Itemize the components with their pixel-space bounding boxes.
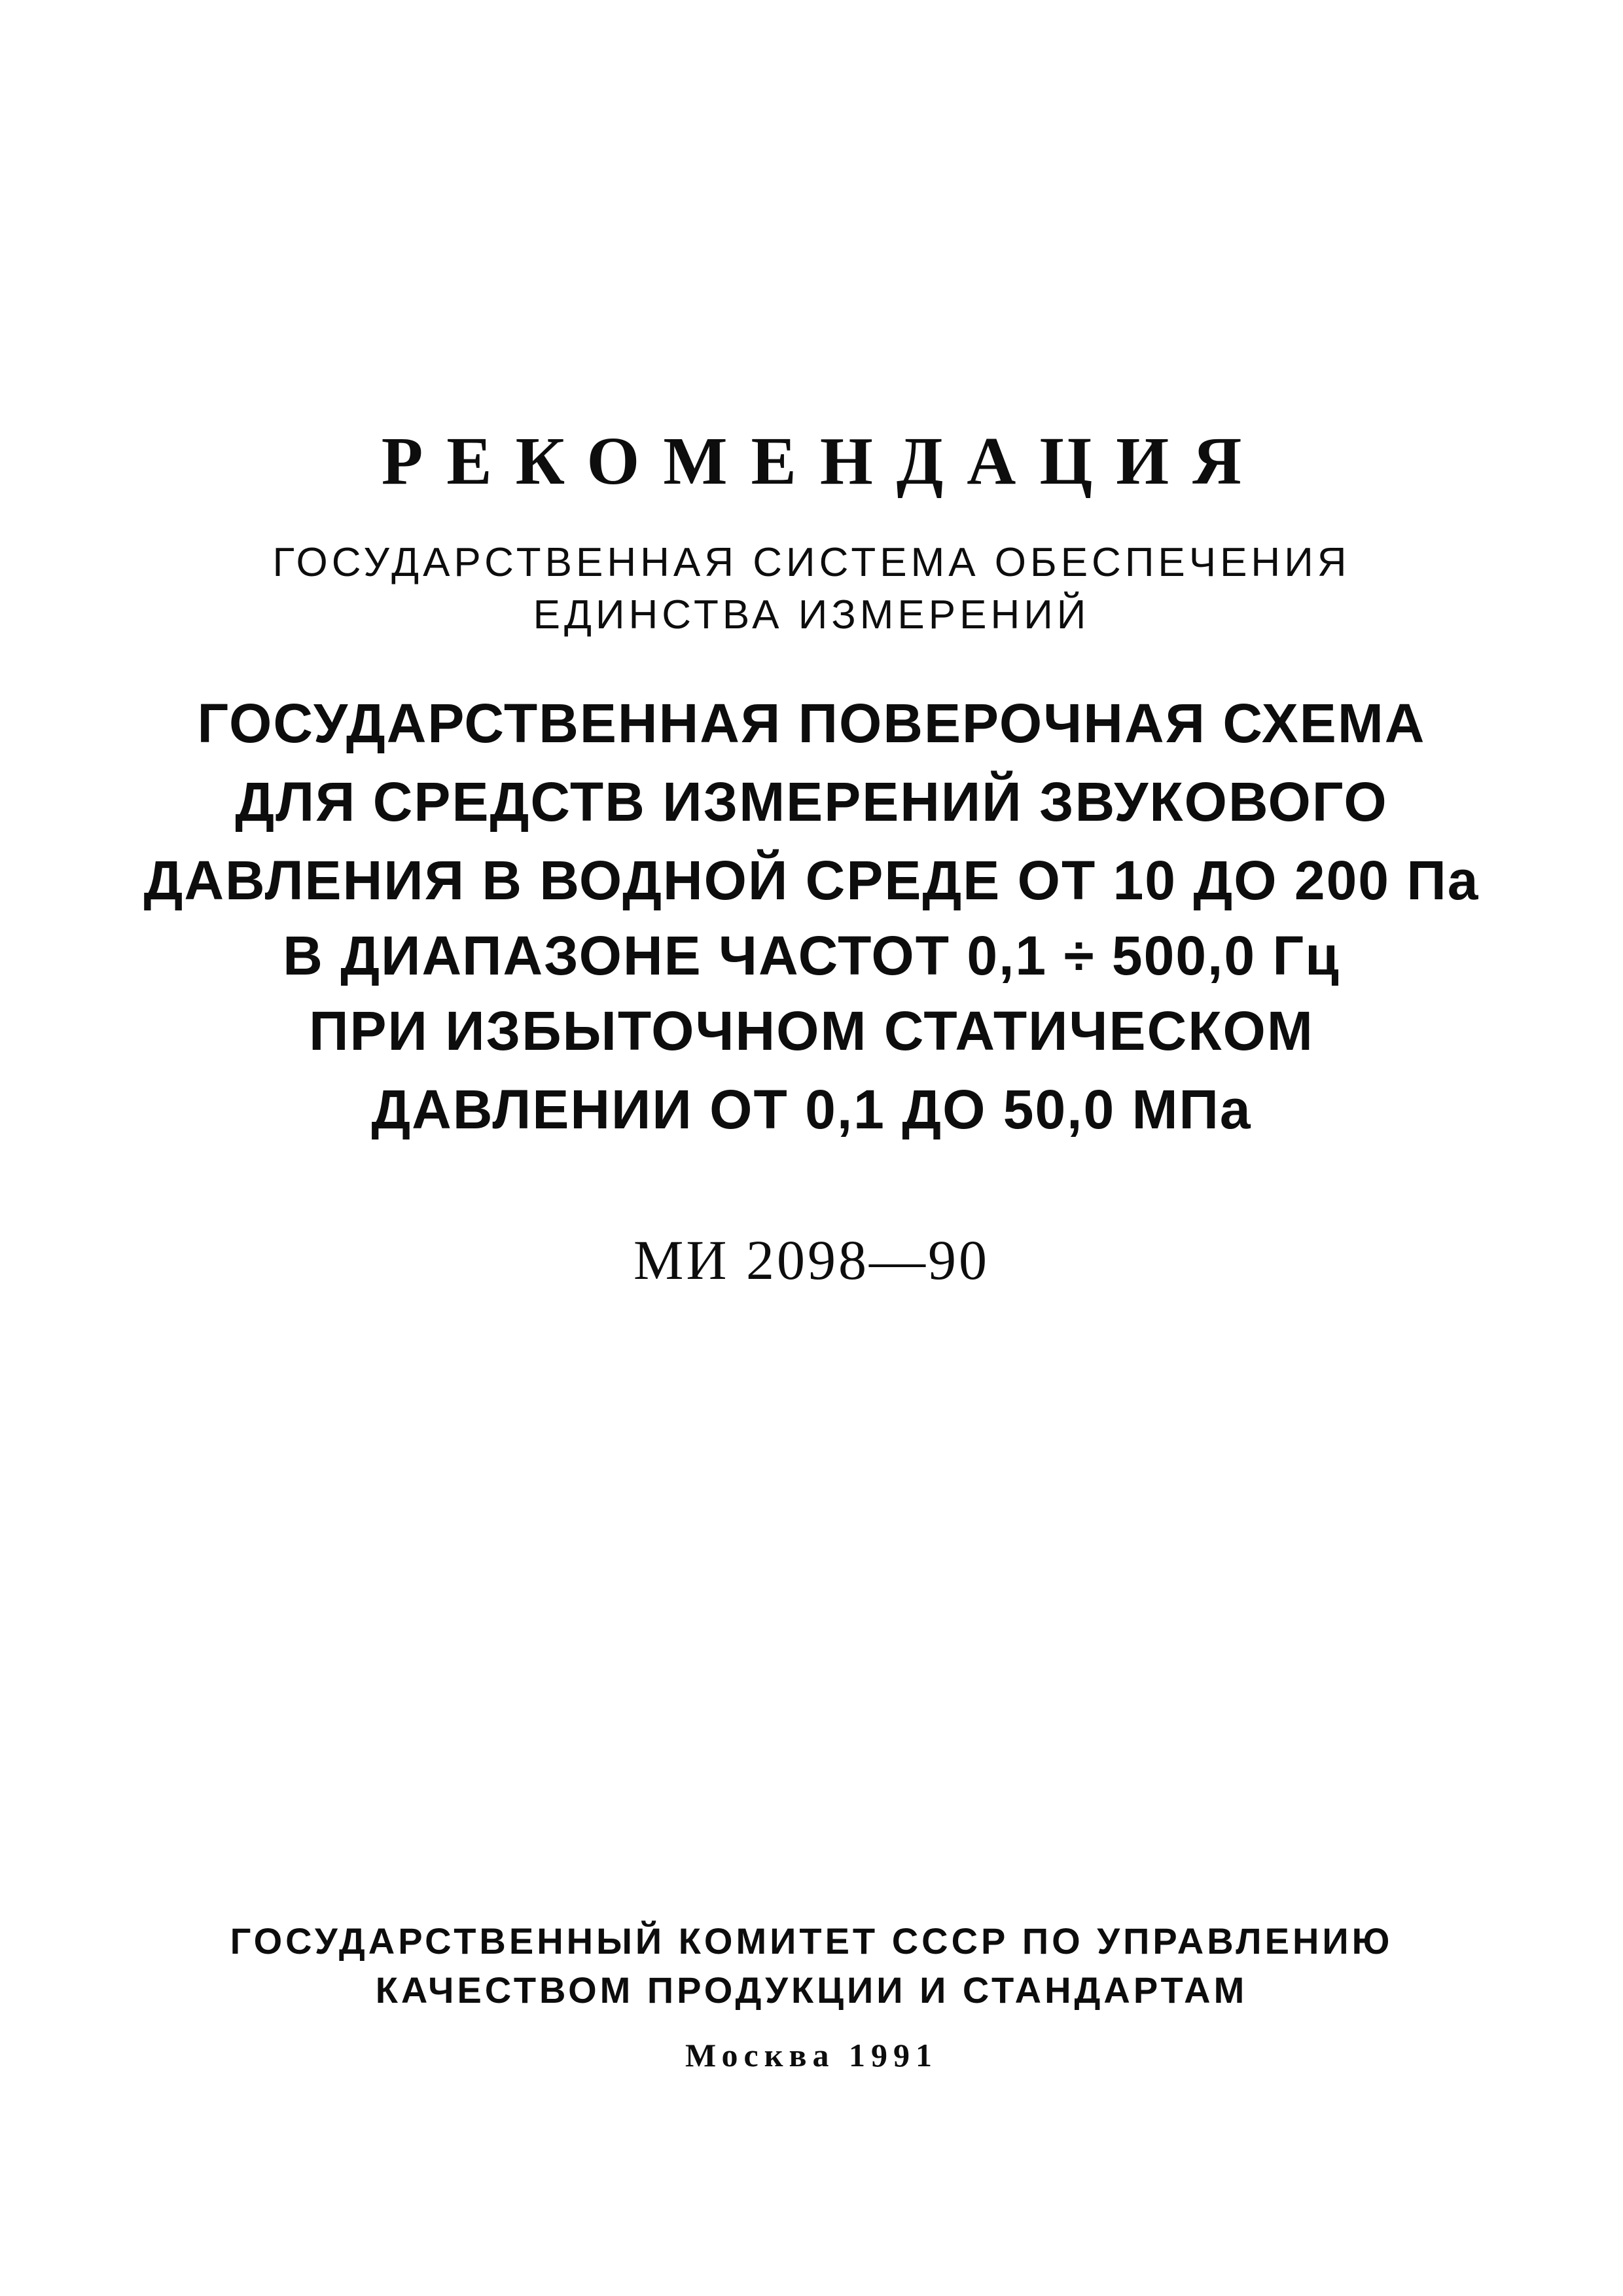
document-title-line-4: В ДИАПАЗОНЕ ЧАСТОТ 0,1 ÷ 500,0 Гц xyxy=(283,925,1340,986)
document-designation: МИ 2098—90 xyxy=(633,1229,990,1291)
document-title-line-3: ДАВЛЕНИЯ В ВОДНОЙ СРЕДЕ ОТ 10 ДО 200 Па xyxy=(143,850,1480,911)
document-title-line-2: ДЛЯ СРЕДСТВ ИЗМЕРЕНИЙ ЗВУКОВОГО xyxy=(235,771,1388,833)
publisher-line-2: КАЧЕСТВОМ ПРОДУКЦИИ И СТАНДАРТАМ xyxy=(375,1969,1248,2011)
publication-city-year: Москва 1991 xyxy=(685,2037,938,2073)
document-title-line-5: ПРИ ИЗБЫТОЧНОМ СТАТИЧЕСКОМ xyxy=(309,1000,1314,1062)
series-name-line-2: ЕДИНСТВА ИЗМЕРЕНИЙ xyxy=(533,592,1090,637)
publisher-line-1: ГОСУДАРСТВЕННЫЙ КОМИТЕТ СССР ПО УПРАВЛЕНИЮ xyxy=(230,1920,1393,1962)
series-name-line-1: ГОСУДАРСТВЕННАЯ СИСТЕМА ОБЕСПЕЧЕНИЯ xyxy=(272,540,1351,585)
document-title-line-1: ГОСУДАРСТВЕННАЯ ПОВЕРОЧНАЯ СХЕМА xyxy=(197,692,1426,754)
document-title-line-6: ДАВЛЕНИИ ОТ 0,1 ДО 50,0 МПа xyxy=(371,1079,1252,1140)
document-type-heading: РЕКОМЕНДАЦИЯ xyxy=(381,423,1266,499)
